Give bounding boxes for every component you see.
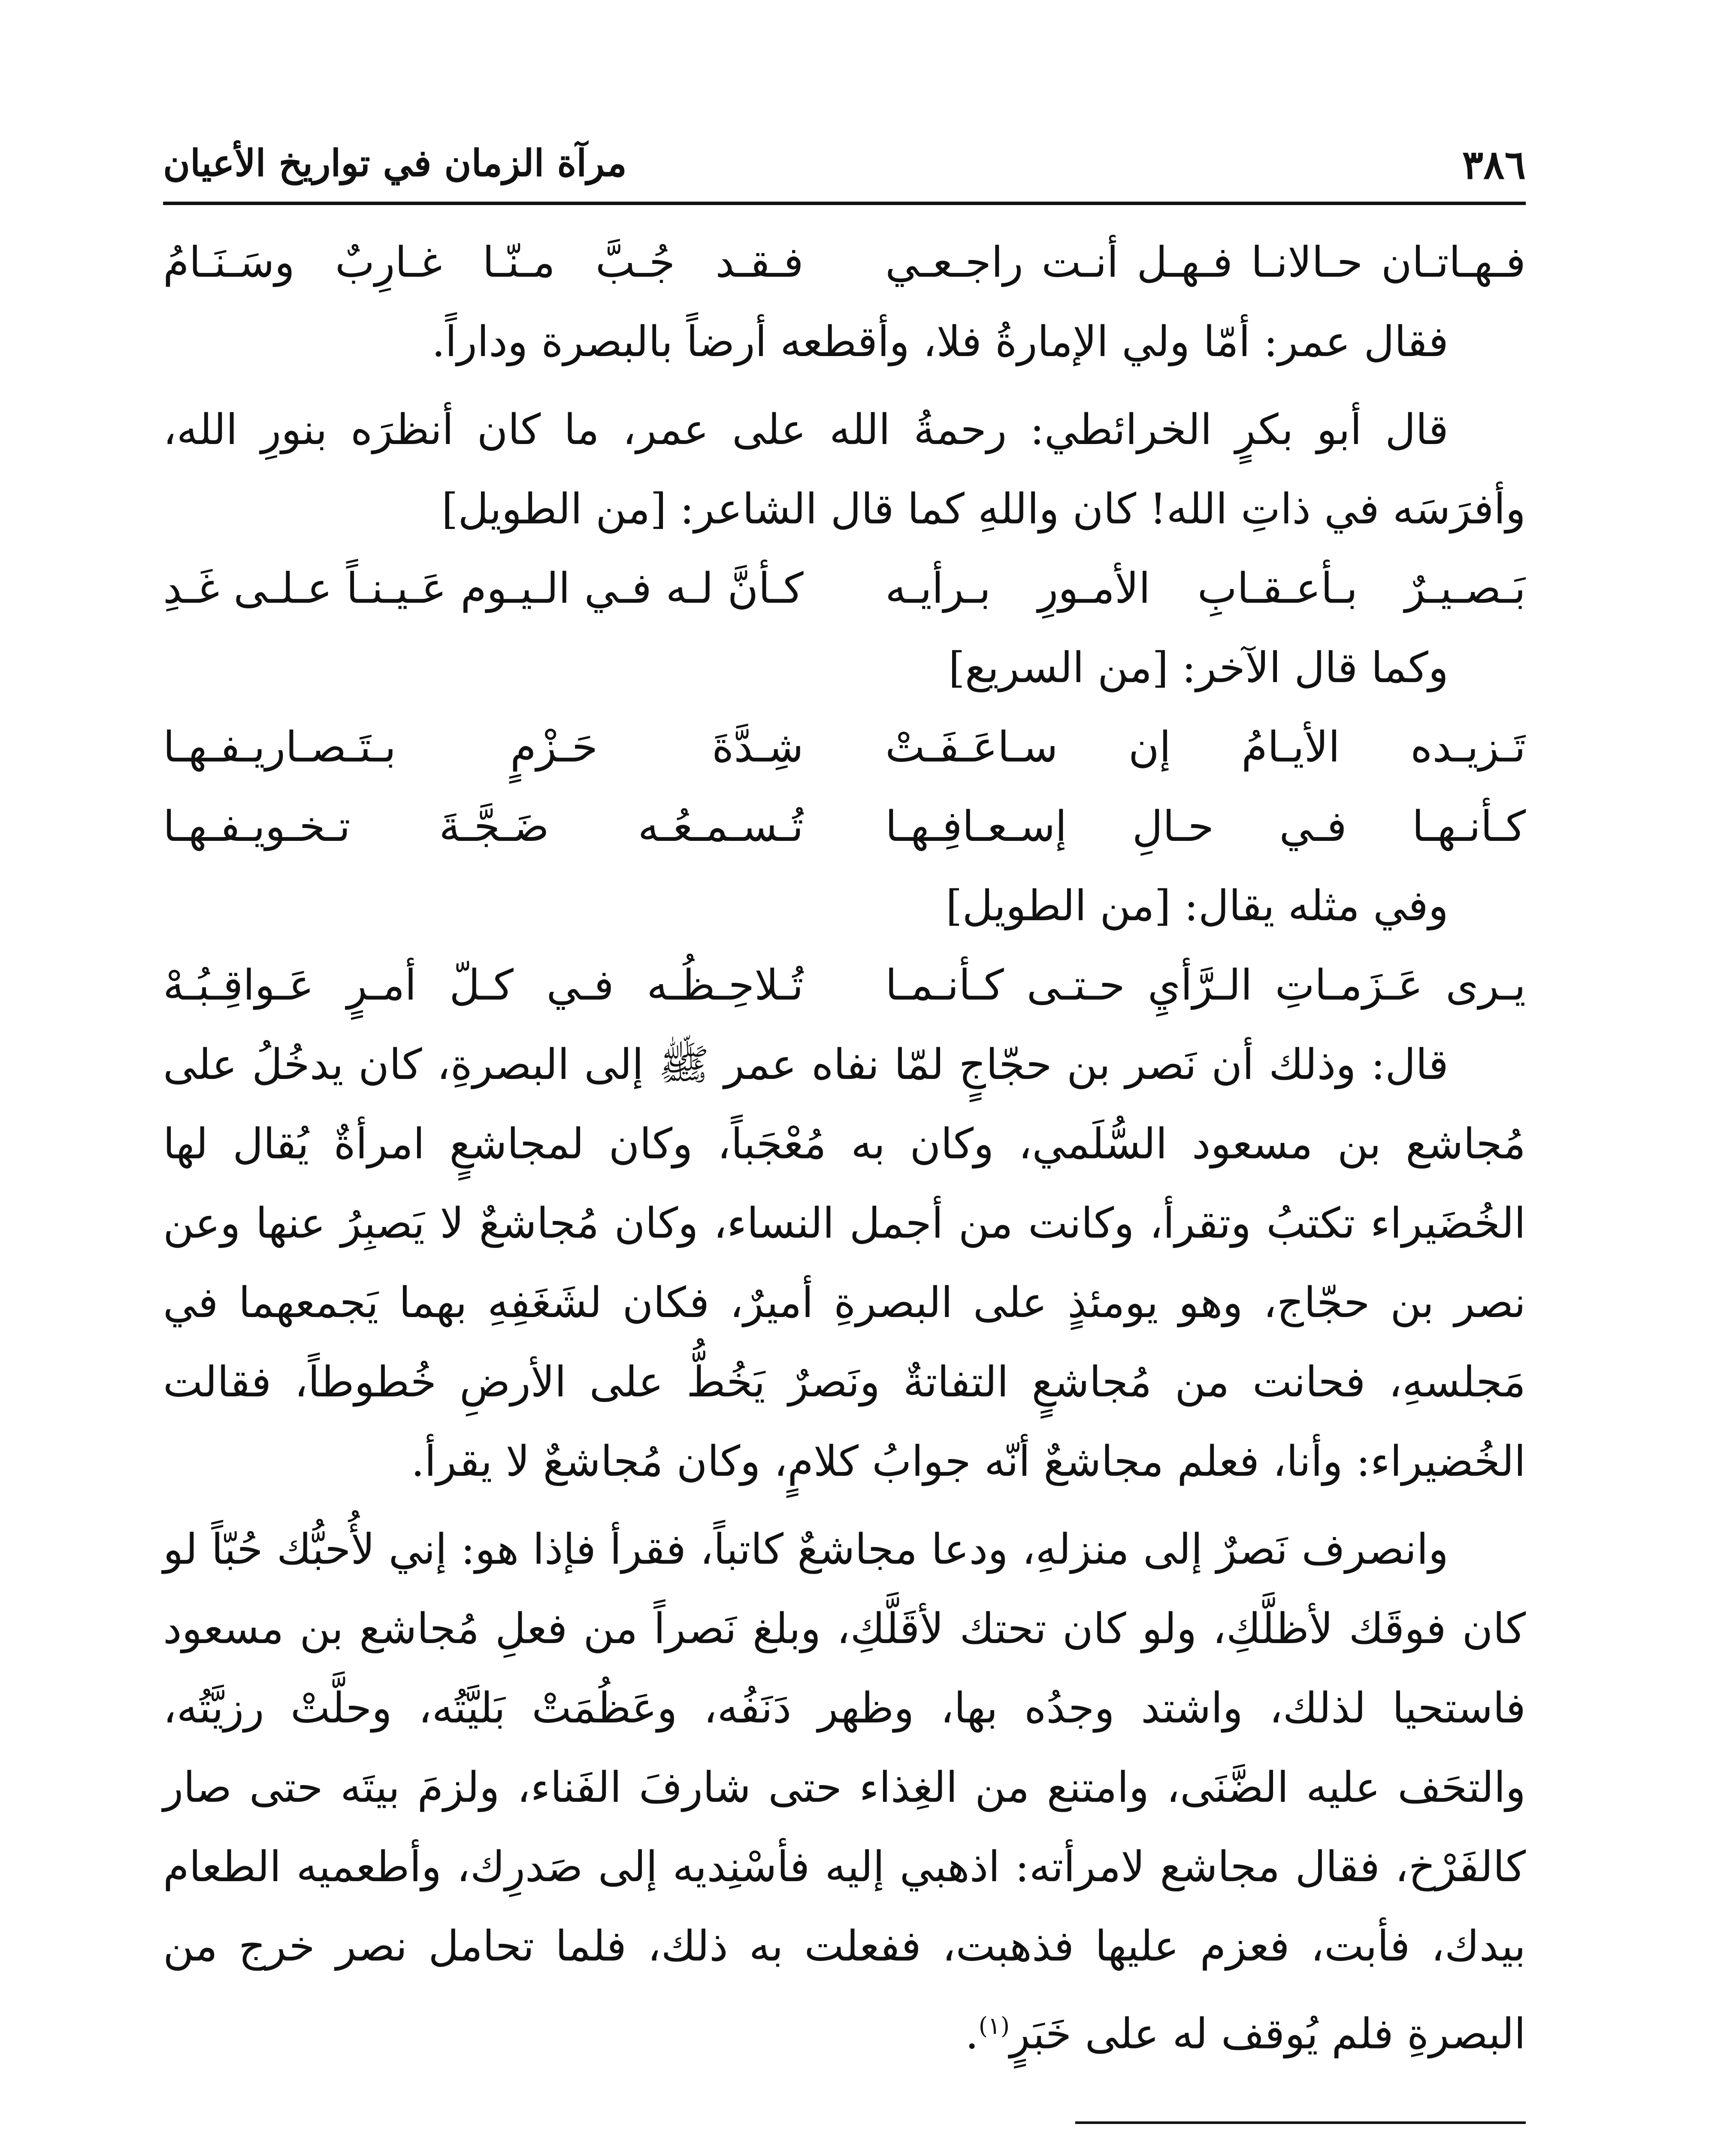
verse-first-hemistich: بَـصـيـرٌ بـأعـقـابِ الأمـورِ بـرأيـه [885, 564, 1526, 613]
verse-second-hemistich: كـأنَّ لـه فـي الـيـوم عَـيـنـاً عـلـى غَـدِ [163, 564, 804, 613]
verse-second-hemistich: تُـسـمـعُـه ضَـجَّـةَ تـخـويـفـهـا [163, 802, 804, 851]
paragraph: وفي مثله يقال: [من الطويل] [946, 882, 1449, 931]
paragraph: قال أبو بكرٍ الخرائطي: رحمةُ الله على عمر، ما كان أنظرَه بنورِ الله، وأفرَسَه في ذاتِ الله! كان واللهِ كما قال الشاعر: [من الطويل] [163, 405, 1526, 534]
verse-second-hemistich: تُـلاحِـظُـه فـي كـلّ أمـرٍ عَـواقِـبُـهْ [163, 961, 804, 1010]
verse-line [163, 549, 1526, 628]
verse-first-hemistich: تَـزيـده الأيـامُ إن سـاعَـفَـتْ [885, 723, 1526, 772]
running-title: مرآة الزمان في تواريخ الأعيان [163, 142, 627, 185]
verse-first-hemistich: كـأنـهـا فـي حـالِ إسـعـافِـهـا [885, 802, 1526, 851]
paragraph: قال: وذلك أن نَصر بن حجّاجٍ لمّا نفاه عمر ﷺ إلى البصرةِ، كان يدخُلُ على مُجاشع بن مسعود السُّلَمي، وكان به مُعْجَباً، وكان لمجاشعٍ امرأةٌ يُقال لها الخُضَيراء تكتبُ وتقرأ، وكانت من أجمل النساء، وكان مُجاشعٌ لا يَصبِرُ عنها وعن نصر بن حجّاج، وهو يومئذٍ على البصرةِ أميرٌ، فكان لشَغَفِهِ بهما يَجمعهما في مَجلسهِ، فحانت من مُجاشعٍ التفاتةٌ ونَصرٌ يَخُطُّ على الأرضِ خُطوطاً، فقالت الخُضيراء: وأنا، فعلم مجاشعٌ أنّه جوابُ كلامٍ، وكان مُجاشعٌ لا يقرأ. [163, 1040, 1526, 1486]
verse-line [163, 946, 1526, 1025]
verse-line [163, 223, 1526, 302]
verse-second-hemistich: شِـدَّةَ حَـزْمٍ بـتَـصـاريـفـهـا [163, 723, 804, 772]
header-rule [163, 202, 1526, 205]
paragraph-text: وانصرف نَصرٌ إلى منزلهِ، ودعا مجاشعٌ كاتباً، فقرأ فإذا هو: إني لأُحبُّك حُبّاً لو كان فوقَك لأظلَّكِ، ولو كان تحتك لأقَلَّكِ، وبلغ نَصراً من فعلِ مُجاشع بن مسعود فاستحيا لذلك، واشتد وجدُه بها، وظهر دَنَفُه، وعَظُمَتْ بَليَّتُه، وحلَّتْ رزيَّتُه، والتحَف عليه الضَّنَى، وامتنع من الغِذاء حتى شارفَ الفَناء، ولزمَ بيتَه حتى صار كالفَرْخ، فقال مجاشع لامرأته: اذهبي إليه فأسْنِديه إلى صَدرِك، وأطعميه الطعام بيدك، فأبت، فعزم عليها فذهبت، ففعلت به ذلك، فلما تحامل نصر خرج من البصرةِ فلم يُوقف له على خَبَرٍ [163, 1525, 1526, 2059]
verse-first-hemistich: فـهـاتـان حـالانـا فـهـل أنـت راجـعـي [885, 238, 1526, 287]
paragraph: وكما قال الآخر: [من السريع] [948, 644, 1449, 692]
main-text [163, 223, 1526, 2074]
verse-first-hemistich: يـرى عَـزَمـاتِ الـرَّأيِ حـتـى كـأنـمـا [885, 961, 1526, 1010]
page-number: ٣٨٦ [1462, 142, 1526, 188]
footnote [163, 2141, 1526, 2145]
page-header [163, 142, 1526, 202]
paragraph-end: . [965, 2009, 979, 2059]
footnote-reference[interactable]: (١) [978, 2012, 1010, 2039]
footnote-line [163, 2141, 1526, 2145]
verse-line [163, 708, 1526, 787]
paragraph [163, 1510, 1526, 2074]
paragraph: فقال عمر: أمّا ولي الإمارةُ فلا، وأقطعه أرضاً بالبصرة وداراً. [432, 317, 1449, 366]
verse-second-hemistich: فـقـد جُـبَّ مـنّـا غـارِبٌ وسَـنَـامُ [163, 238, 804, 287]
footnote-rule [1075, 2121, 1526, 2124]
verse-line [163, 787, 1526, 867]
